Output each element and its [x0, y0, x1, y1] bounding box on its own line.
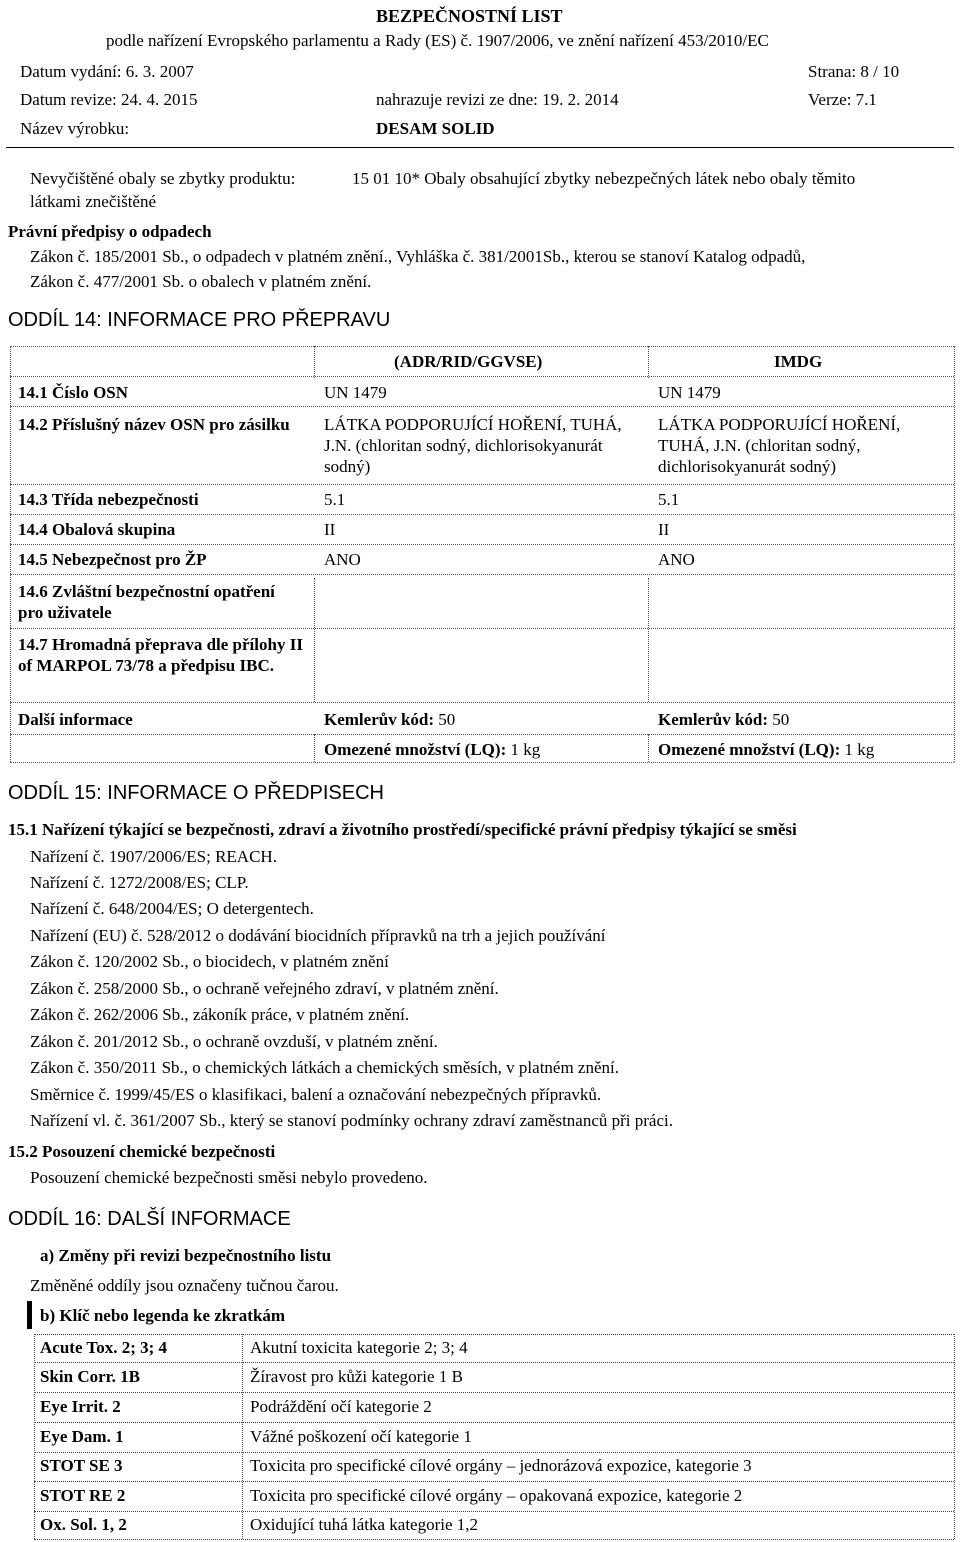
legend-abbr: STOT RE 2 — [40, 1486, 126, 1505]
regulation-item: Směrnice č. 1999/45/ES o klasifikaci, balení a označování nebezpečných přípravků. — [30, 1085, 602, 1104]
waste-legal-heading: Právní předpisy o odpadech — [8, 222, 212, 241]
transport-adr-value: LÁTKA PODPORUJÍCÍ HOŘENÍ, TUHÁ, J.N. (chloritan sodný, dichlorisokyanurát sodný) — [324, 415, 622, 476]
revision-changes-text: Změněné oddíly jsou označeny tučnou čarou. — [30, 1276, 339, 1295]
transport-imdg-value: 5.1 — [658, 490, 680, 509]
section-16-title: ODDÍL 16: DALŠÍ INFORMACE — [8, 1208, 291, 1230]
legend-abbr: Acute Tox. 2; 3; 4 — [40, 1338, 168, 1357]
section-15-2-text: Posouzení chemické bezpečnosti směsi nebylo provedeno. — [30, 1168, 428, 1187]
legend-meaning: Žíravost pro kůži kategorie 1 B — [250, 1367, 463, 1386]
legend-meaning: Akutní toxicita kategorie 2; 3; 4 — [250, 1338, 468, 1357]
regulation-item: Nařízení č. 1272/2008/ES; CLP. — [30, 873, 249, 892]
product-name: DESAM SOLID — [376, 119, 495, 138]
legend-meaning: Oxidující tuhá látka kategorie 1,2 — [250, 1515, 479, 1534]
kemler-value: 50 — [772, 710, 790, 729]
column-header-imdg: IMDG — [774, 352, 823, 371]
section-15-1-heading: 15.1 Nařízení týkající se bezpečnosti, zdraví a životního prostředí/specifické právní předpisy týkající se směsi — [8, 820, 797, 839]
legend-meaning: Toxicita pro specifické cílové orgány – jednorázová expozice, kategorie 3 — [250, 1456, 752, 1475]
packaging-value: 15 01 10* Obaly obsahující zbytky nebezpečných látek nebo obaly těmito — [352, 169, 856, 188]
legend-meaning: Toxicita pro specifické cílové orgány – opakovaná expozice, kategorie 2 — [250, 1486, 743, 1505]
transport-row-label: 14.3 Třída nebezpečnosti — [18, 490, 199, 509]
waste-legal-line: Zákon č. 185/2001 Sb., o odpadech v platném znění., Vyhláška č. 381/2001Sb., kterou se stanoví Katalog odpadů, — [30, 247, 806, 266]
lq-value: 1 kg — [844, 740, 875, 759]
transport-row-label: 14.1 Číslo OSN — [18, 383, 129, 402]
legend-abbr: STOT SE 3 — [40, 1456, 123, 1475]
transport-adr-value: 5.1 — [324, 490, 346, 509]
transport-imdg-value: II — [658, 520, 670, 539]
kemler-label: Kemlerův kód: — [324, 710, 435, 729]
kemler-label: Kemlerův kód: — [658, 710, 769, 729]
transport-imdg-value: UN 1479 — [658, 383, 721, 402]
issue-date: Datum vydání: 6. 3. 2007 — [20, 62, 194, 81]
kemler-adr — [324, 709, 644, 730]
version: Verze: 7.1 — [808, 90, 877, 109]
transport-row-label: 14.2 Příslušný název OSN pro zásilku — [18, 415, 290, 434]
extra-info-label: Další informace — [18, 710, 133, 729]
transport-row-label: 14.6 Zvláštní bezpečnostní opatření pro uživatele — [18, 582, 275, 622]
regulation-item: Zákon č. 258/2000 Sb., o ochraně veřejného zdraví, v platném znění. — [30, 979, 499, 998]
revision-change-bar — [27, 1301, 32, 1329]
legend-meaning: Podráždění očí kategorie 2 — [250, 1397, 432, 1416]
waste-legal-line: Zákon č. 477/2001 Sb. o obalech v platném znění. — [30, 272, 372, 291]
packaging-label-cont: látkami znečištěné — [30, 192, 157, 211]
kemler-value: 50 — [438, 710, 456, 729]
transport-row-label: 14.5 Nebezpečnost pro ŽP — [18, 550, 207, 569]
kemler-imdg — [658, 709, 948, 730]
replaces-revision: nahrazuje revizi ze dne: 19. 2. 2014 — [376, 90, 619, 109]
section-15-title: ODDÍL 15: INFORMACE O PŘEDPISECH — [8, 782, 384, 804]
section-15-2-heading: 15.2 Posouzení chemické bezpečnosti — [8, 1142, 276, 1161]
column-header-adr: (ADR/RID/GGVSE) — [394, 352, 543, 371]
document-subtitle: podle nařízení Evropského parlamentu a Rady (ES) č. 1907/2006, ve znění nařízení 453/2010/EC — [106, 31, 769, 50]
transport-row-label: 14.7 Hromadná přeprava dle přílohy II of MARPOL 73/78 a předpisu IBC. — [18, 635, 303, 675]
regulation-item: Nařízení (EU) č. 528/2012 o dodávání biocidních přípravků na trh a jejich používání — [30, 926, 606, 945]
lq-label: Omezené množství (LQ): — [658, 740, 841, 759]
revision-changes-heading: a) Změny při revizi bezpečnostního listu — [40, 1246, 332, 1265]
lq-adr — [324, 739, 644, 760]
page-number: Strana: 8 / 10 — [808, 62, 900, 81]
transport-adr-value: UN 1479 — [324, 383, 387, 402]
legend-heading: b) Klíč nebo legenda ke zkratkám — [40, 1306, 286, 1325]
lq-value: 1 kg — [510, 740, 541, 759]
product-label: Název výrobku: — [20, 119, 130, 138]
legend-abbr: Eye Irrit. 2 — [40, 1397, 121, 1416]
legend-abbr: Eye Dam. 1 — [40, 1427, 124, 1446]
legend-abbr: Ox. Sol. 1, 2 — [40, 1515, 127, 1534]
revision-date: Datum revize: 24. 4. 2015 — [20, 90, 198, 109]
legend-abbr: Skin Corr. 1B — [40, 1367, 140, 1386]
regulation-item: Nařízení vl. č. 361/2007 Sb., který se stanoví podmínky ochrany zdraví zaměstnanců při práci. — [30, 1111, 673, 1130]
document-title: BEZPEČNOSTNÍ LIST — [376, 6, 563, 26]
transport-imdg-value: LÁTKA PODPORUJÍCÍ HOŘENÍ, TUHÁ, J.N. (chloritan sodný, dichlorisokyanurát sodný) — [658, 415, 901, 476]
regulation-item: Zákon č. 201/2012 Sb., o ochraně ovzduší, v platném znění. — [30, 1032, 438, 1051]
legend-meaning: Vážné poškození očí kategorie 1 — [250, 1427, 472, 1446]
transport-row-label: 14.4 Obalová skupina — [18, 520, 176, 539]
transport-imdg-value: ANO — [658, 550, 695, 569]
regulation-item: Zákon č. 262/2006 Sb., zákoník práce, v platném znění. — [30, 1005, 410, 1024]
transport-adr-value: ANO — [324, 550, 361, 569]
regulation-item: Nařízení č. 648/2004/ES; O detergentech. — [30, 899, 314, 918]
regulation-item: Zákon č. 350/2011 Sb., o chemických látkách a chemických směsích, v platném znění. — [30, 1058, 619, 1077]
regulation-item: Zákon č. 120/2002 Sb., o biocidech, v platném znění — [30, 952, 389, 971]
regulation-item: Nařízení č. 1907/2006/ES; REACH. — [30, 847, 277, 866]
lq-imdg — [658, 739, 954, 760]
transport-adr-value: II — [324, 520, 336, 539]
section-14-title: ODDÍL 14: INFORMACE PRO PŘEPRAVU — [8, 309, 391, 331]
header-rule — [6, 147, 954, 148]
packaging-label: Nevyčištěné obaly se zbytky produktu: — [30, 169, 296, 188]
lq-label: Omezené množství (LQ): — [324, 740, 507, 759]
